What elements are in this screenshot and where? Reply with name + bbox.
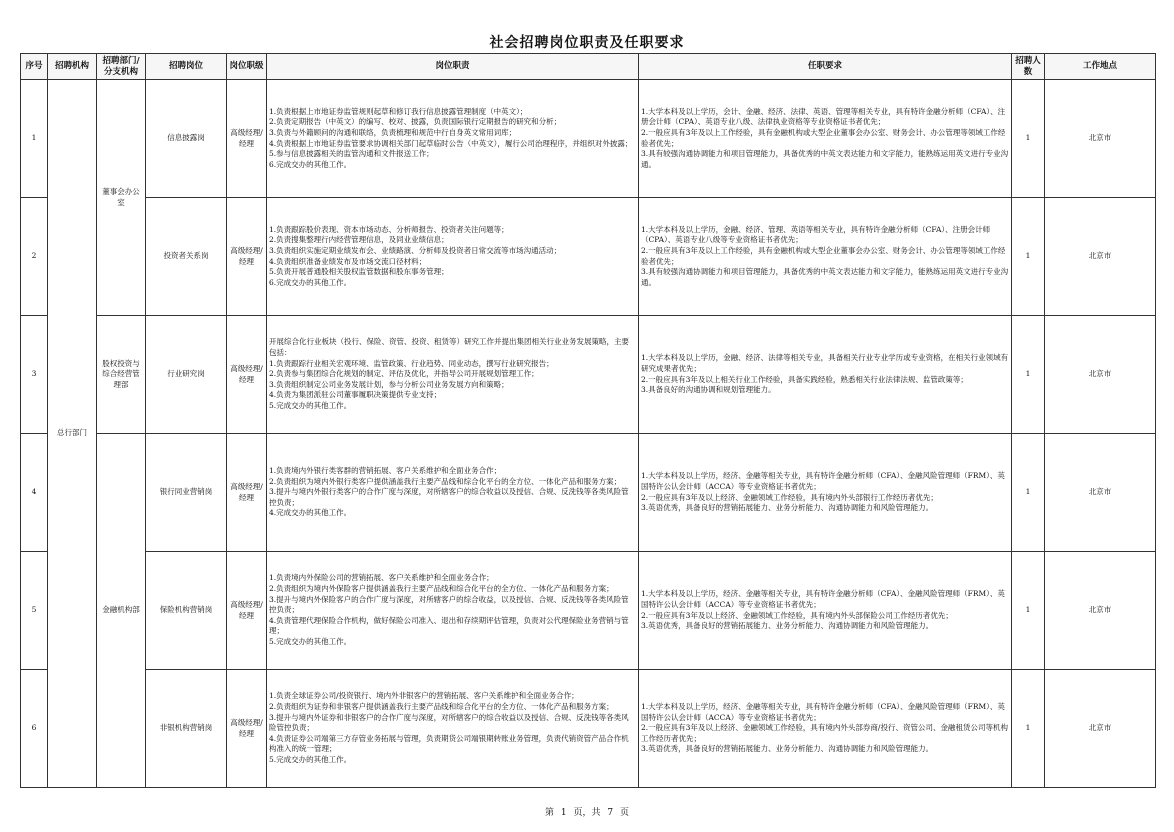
cell-level: 高级经理/经理 <box>227 434 267 552</box>
text-line: 4.完成交办的其他工作。 <box>269 508 352 518</box>
text-line: 6.完成交办的其他工作。 <box>269 159 352 169</box>
header-place: 工作地点 <box>1045 54 1156 80</box>
text-line: 5.完成交办的其他工作。 <box>269 636 352 646</box>
text-line: 5.参与信息披露相关的监管沟通和文件报送工作； <box>269 149 434 159</box>
table-row <box>21 552 1156 670</box>
header-level: 岗位职级 <box>227 54 267 80</box>
cell-post: 银行同业营销岗 <box>146 434 227 552</box>
text-line: 4.负责为集团派驻公司董事履职决策提供专业支持； <box>269 390 442 400</box>
cell-no: 1 <box>21 80 48 198</box>
text-line: 3.具备良好的沟通协调和规划管理能力。 <box>641 385 776 395</box>
text-line: 1.大学本科及以上学历，会计、金融、经济、法律、英语、管理等相关专业，具有特许金融分析师（CFA）、注册会计师（CPA）、英语专业八级、法律执业资格等专业资格证书者优先； <box>641 106 1006 127</box>
cell-post: 保险机构营销岗 <box>146 552 227 670</box>
table-row <box>21 670 1156 788</box>
cell-place: 北京市 <box>1045 198 1156 316</box>
text-line: 2.负责搜集整理行内经营管理信息，及同业业绩信息； <box>269 235 449 245</box>
cell-level: 高级经理/经理 <box>227 552 267 670</box>
cell-no: 4 <box>21 434 48 552</box>
page-title: 社会招聘岗位职责及任职要求 <box>489 35 685 51</box>
header-no: 序号 <box>21 54 48 80</box>
table-row <box>21 198 1156 316</box>
text-line: 3.具有较强沟通协调能力和项目管理能力，具备优秀的中英文表达能力和文字能力，能熟练运用英文进行专业沟通。 <box>641 149 1009 169</box>
cell-duties <box>267 316 639 434</box>
cell-agency: 总行部门 <box>48 80 97 788</box>
cell-reqs <box>639 670 1012 788</box>
text-line: 1.负责跟踪行业相关宏观环境、监管政策、行业趋势、同业动态，撰写行业研究报告； <box>269 358 554 368</box>
cell-num: 1 <box>1012 80 1045 198</box>
header-agency: 招聘机构 <box>48 54 97 80</box>
cell-place: 北京市 <box>1045 434 1156 552</box>
text-line: 4.负责根据上市地证券监管要求协调相关部门起草临时公告（中英文），履行公司治理程序，并组织对外披露； <box>269 138 633 148</box>
cell-reqs <box>639 316 1012 434</box>
text-line: 3.英语优秀，具备良好的营销拓展能力、业务分析能力、沟通协调能力和风险管理能力。 <box>641 621 934 631</box>
table-row <box>21 434 1156 552</box>
cell-post: 投资者关系岗 <box>146 198 227 316</box>
page-footer: 第 1 页，共 7 页 <box>545 808 629 818</box>
text-line: 2.一般应具有3年及以上工作经验，具有金融机构或大型企业董事会办公室、财务会计、办公管理等领域工作经验者优先； <box>641 127 1006 148</box>
cell-num: 1 <box>1012 552 1045 670</box>
cell-place: 北京市 <box>1045 670 1156 788</box>
cell-post: 信息披露岗 <box>146 80 227 198</box>
cell-num: 1 <box>1012 670 1045 788</box>
cell-duties <box>267 198 639 316</box>
text-line: 4.负责管理代理保险合作机构，做好保险公司准入、退出和存续期评估管理，负责对公代理保险业务营销与管理； <box>269 615 629 636</box>
cell-level: 高级经理/经理 <box>227 316 267 434</box>
text-line: 4.负责组织准备业绩发布及市场交流口径材料； <box>269 256 427 266</box>
cell-reqs <box>639 434 1012 552</box>
cell-level: 高级经理/经理 <box>227 670 267 788</box>
text-line: 3.英语优秀，具备良好的营销拓展能力、业务分析能力、沟通协调能力和风险管理能力。 <box>641 503 934 513</box>
cell-no: 3 <box>21 316 48 434</box>
cell-dept: 金融机构部 <box>97 434 146 788</box>
text-line: 2.负责组织为证券和非银客户提供涵盖我行主要产品线和综合化平台的全方位、一体化产品和服务方案； <box>269 702 614 712</box>
cell-num: 1 <box>1012 434 1045 552</box>
cell-dept: 董事会办公室 <box>97 80 146 316</box>
cell-no: 5 <box>21 552 48 670</box>
text-line: 1.负责跟踪股价表现、资本市场动态、分析师报告、投资者关注问题等； <box>269 224 509 234</box>
text-line: 5.完成交办的其他工作。 <box>269 400 352 410</box>
text-line: 1.负责根据上市地证券监管规则起草和修订我行信息披露管理制度（中英文）； <box>269 106 528 116</box>
table-row <box>21 316 1156 434</box>
cell-dept: 股权投资与综合经营管理部 <box>97 316 146 434</box>
text-line: 3.具有较强沟通协调能力和项目管理能力，具备优秀的中英文表达能力和文字能力，能熟练运用英文进行专业沟通。 <box>641 267 1009 287</box>
cell-duties <box>267 80 639 198</box>
text-line: 2.一般应具有3年及以上经济、金融领域工作经验，具有境内外头部保险公司工作经历者优先； <box>641 610 953 620</box>
text-line: 3.英语优秀，具备良好的营销拓展能力、业务分析能力、沟通协调能力和风险管理能力。 <box>641 744 934 754</box>
cell-place: 北京市 <box>1045 552 1156 670</box>
text-line: 1.负责全球证券公司/投资银行、境内外非银客户的营销拓展、客户关系维护和全面业务合作； <box>269 691 579 701</box>
text-line: 3.提升与境内外证券和非银客户的合作广度与深度，对所辖客户的综合收益以及授信、合规、反洗钱等各类风险管控负责； <box>269 712 629 733</box>
cell-reqs <box>639 198 1012 316</box>
text-line: 2.负责组织为境内外银行类客户提供涵盖我行主要产品线和综合化平台的全方位、一体化产品和服务方案； <box>269 476 622 486</box>
cell-duties <box>267 670 639 788</box>
text-line: 3.负责组织实施定期业绩发布会、业绩路演、分析师及投资者日常交流等市场沟通活动； <box>269 245 562 255</box>
header-dept: 招聘部门/分支机构 <box>97 54 146 80</box>
text-line: 4.负责证券公司端第三方存管业务拓展与管理，负责期货公司端银期转账业务管理，负责代销资管产品合作机构准入的统一管理； <box>269 733 629 754</box>
text-line: 2.一般应具有3年及以上相关行业工作经验，具备实践经验，熟悉相关行业法律法规、监管政策等； <box>641 374 968 384</box>
text-line: 2.负责定期报告（中英文）的编写、校对、披露，负责国际银行定期报告的研究和分析； <box>269 117 562 127</box>
cell-no: 2 <box>21 198 48 316</box>
text-line: 开展综合化行业板块（投行、保险、资管、投资、租赁等）研究工作并提出集团相关行业业务发展策略，主要包括： <box>269 337 629 358</box>
text-line: 2.一般应具有3年及以上工作经验，具有金融机构或大型企业董事会办公室、财务会计、办公管理等领域工作经验者优先； <box>641 245 1006 266</box>
header-post: 招聘岗位 <box>146 54 227 80</box>
cell-duties <box>267 434 639 552</box>
text-line: 1.大学本科及以上学历，经济、金融等相关专业，具有特许金融分析师（CFA）、金融风险管理师（FRM）、英国特许公认会计师（ACCA）等专业资格证书者优先； <box>641 471 1005 491</box>
header-row <box>21 54 1156 80</box>
cell-num: 1 <box>1012 316 1045 434</box>
text-line: 2.负责组织为境内外保险客户提供涵盖我行主要产品线和综合化平台的全方位、一体化产品和服务方案； <box>269 584 614 594</box>
header-num: 招聘人数 <box>1012 54 1045 80</box>
cell-num: 1 <box>1012 198 1045 316</box>
text-line: 2.一般应具有3年及以上经济、金融领域工作经验，具有境内外头部银行工作经历者优先； <box>641 492 938 502</box>
cell-no: 6 <box>21 670 48 788</box>
text-line: 5.完成交办的其他工作。 <box>269 754 352 764</box>
cell-duties <box>267 552 639 670</box>
cell-post: 非银机构营销岗 <box>146 670 227 788</box>
text-line: 2.一般应具有3年及以上经济、金融领域工作经验，具有境内外头部券商/投行、资管公司、金融租赁公司等机构工作经历者优先； <box>641 723 1008 743</box>
cell-reqs <box>639 80 1012 198</box>
text-line: 1.负责境内外银行类客群的营销拓展、客户关系维护和全面业务合作； <box>269 466 502 476</box>
recruitment-table <box>20 53 1156 788</box>
text-line: 5.负责开展普通股相关股权监管数据和股东事务管理； <box>269 267 449 277</box>
text-line: 1.负责境内外保险公司的营销拓展、客户关系维护和全面业务合作； <box>269 573 494 583</box>
cell-post: 行业研究岗 <box>146 316 227 434</box>
text-line: 6.完成交办的其他工作。 <box>269 277 352 287</box>
text-line: 3.提升与境内外保险客户的合作广度与深度，对所辖客户的综合收益，以及授信、合规、反洗钱等各类风险管控负责； <box>269 594 629 615</box>
cell-place: 北京市 <box>1045 316 1156 434</box>
text-line: 3.提升与境内外银行类客户的合作广度与深度，对所辖客户的综合收益以及授信、合规、反洗钱等各类风险管控负责； <box>269 487 629 507</box>
cell-place: 北京市 <box>1045 80 1156 198</box>
text-line: 1.大学本科及以上学历，金融、经济、管理、英语等相关专业，具有特许金融分析师（CFA）、注册会计师（CPA）、英语专业八级等专业资格证书者优先； <box>641 224 991 245</box>
text-line: 3.负责组织制定公司业务发展计划，参与分析公司业务发展方向和策略； <box>269 379 509 389</box>
header-duty: 岗位职责 <box>267 54 639 80</box>
text-line: 1.大学本科及以上学历，经济、金融等相关专业，具有特许金融分析师（CFA）、金融风险管理师（FRM）、英国特许公认会计师（ACCA）等专业资格证书者优先； <box>641 589 1005 609</box>
table-row <box>21 80 1156 198</box>
text-line: 1.大学本科及以上学历，金融、经济、法律等相关专业，具备相关行业专业学历或专业资格，在相关行业领域有研究成果者优先； <box>641 353 1009 373</box>
text-line: 3.负责与外籍顾问的沟通和联络，负责梳理和规范中行自身英文常用词库； <box>269 127 517 137</box>
cell-level: 高级经理/经理 <box>227 80 267 198</box>
cell-reqs <box>639 552 1012 670</box>
text-line: 1.大学本科及以上学历，经济、金融等相关专业，具有特许金融分析师（CFA）、金融风险管理师（FRM）、英国特许公认会计师（ACCA）等专业资格证书者优先； <box>641 702 1005 722</box>
cell-level: 高级经理/经理 <box>227 198 267 316</box>
text-line: 2.负责参与集团综合化规划的制定、评估及优化，并指导公司开展规划管理工作； <box>269 369 539 379</box>
header-req: 任职要求 <box>639 54 1012 80</box>
